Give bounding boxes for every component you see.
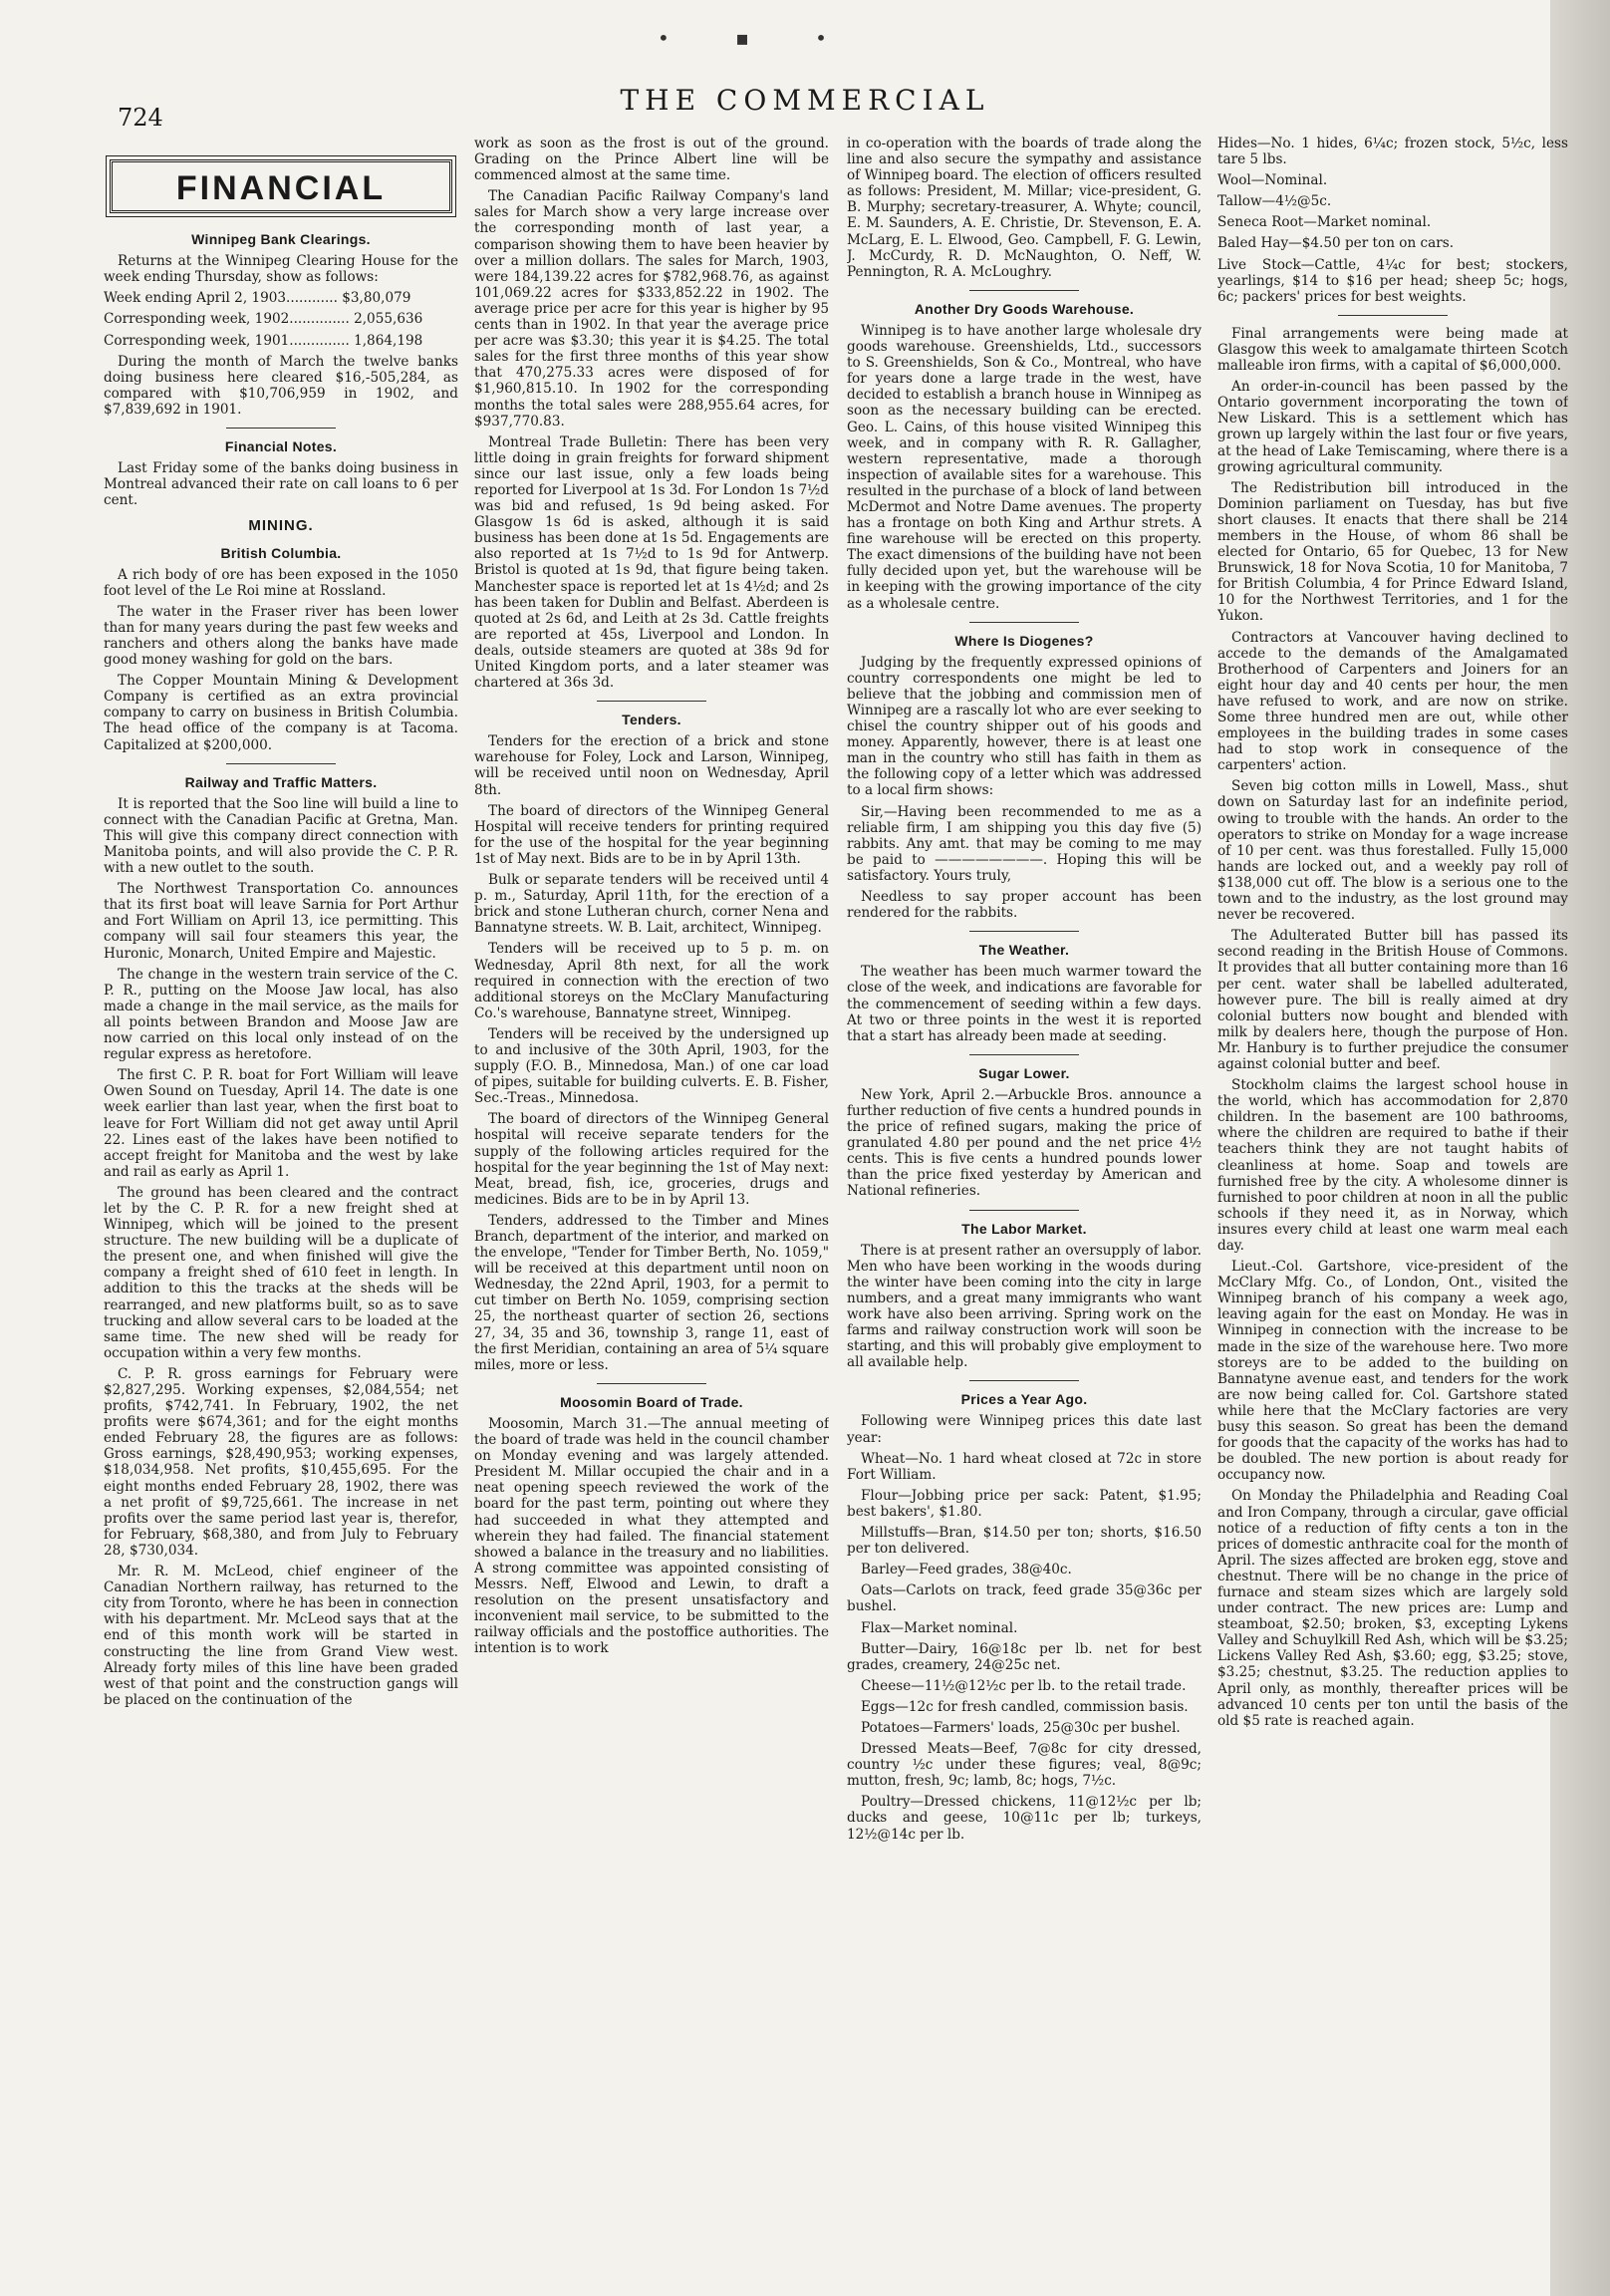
price-item: Flour—Jobbing price per sack: Patent, $1.95; best bakers', $1.80. [847, 1487, 1202, 1520]
divider [1338, 315, 1448, 316]
weather-heading: The Weather. [978, 942, 1070, 959]
divider [969, 1054, 1079, 1055]
page-number: 724 [118, 104, 163, 132]
divider [969, 1380, 1079, 1381]
news-para: An order-in-council has been passed by the Ontario government incorporating the town of New Liskard. This is a settlement which has grown up largely within the last four or five years, at the head of Lake Temiscaming, where there is a growing agricultural community. [1217, 379, 1568, 475]
divider [597, 701, 706, 702]
bc-para: The water in the Fraser river has been lower than for many years during the past few weeks and ranchers and others along the banks have made good money washing for gold on the bars. [104, 603, 458, 669]
mining-heading: MINING. [248, 517, 314, 535]
price-item: Live Stock—Cattle, 4¼c for best; stockers, yearlings, $14 to $16 per head; sheep 5c; hogs, 6c; packers' prices for best weights. [1217, 256, 1568, 305]
price-item: Wheat—No. 1 hard wheat closed at 72c in store Fort William. [847, 1450, 1202, 1483]
divider [969, 931, 1079, 932]
bc-para: A rich body of ore has been exposed in the 1050 foot level of the Le Roi mine at Rossland. [104, 566, 458, 599]
tenders-heading: Tenders. [622, 712, 681, 728]
price-item: Flax—Market nominal. [861, 1619, 1018, 1636]
price-item: Butter—Dairy, 16@18c per lb. net for best grades, creamery, 24@25c net. [847, 1640, 1202, 1673]
price-item: Dressed Meats—Beef, 7@8c for city dressed, country ½c under these figures; veal, 8@9c; mutton, fresh, 9c; lamb, 8c; hogs, 7½c. [847, 1741, 1202, 1790]
price-item: Wool—Nominal. [1217, 172, 1328, 189]
tender-para: Tenders, addressed to the Timber and Mines Branch, department of the interior, and marked on the envelope, "Tender for Timber Berth, No. 1059," will be received at this department until noon on Wednesday, the 22nd April, 1903, for a permit to cut timber on Berth No. 1059, comprising section 25, the northeast quarter of section 26, sections 27, 34, 35 and 36, township 3, range 11, east of the first Meridian, containing an area of 5¼ square miles, more or less. [474, 1212, 829, 1373]
diogenes-letter: Sir,—Having been recommended to me as a reliable firm, I am shipping you this day five (5) rabbits. Any amt. that may be coming to me may be paid to ————————. Hoping this will be satisfactory. Yours truly, [847, 803, 1202, 884]
sugar-para: New York, April 2.—Arbuckle Bros. announce a further reduction of five cents a hundred pounds in the price of refined sugars, making the price of granulated 4.80 per pound and the net price 4½ cents. This is five cents a hundred pounds lower than the price fixed yesterday by American and National refineries. [847, 1086, 1202, 1200]
divider [969, 1210, 1079, 1211]
trade-bulletin-para: Montreal Trade Bulletin: There has been very little doing in grain freights for forward shipment since our last issue, only a few loads being reported for Liverpool at 1s 3d. For London 1s 7½d was bid and refused, 1s 9d being asked. For Glasgow 1s 6d is asked, although it is said business has been done at 1s 5d. Engagements are also reported at 1s 7½d to 1s 9d for Antwerp. Bristol is quoted at 1s 9d, that figure being taken. Manchester space is reported let at 1s 4½d; and 2s has been taken for Dublin and Belfast. Aberdeen is quoted at 2s 6d, and Leith at 2s 3d. Cattle freights are reported at 45s, Liverpool and London. In deals, outside steamers are quoted at 38s 9d for United Kingdom ports, and a later steamer was chartered at 36s 3d. [474, 433, 829, 692]
continued-para: in co-operation with the boards of trade along the line and also secure the sympathy and assistance of Winnipeg board. The election of officers resulted as follows: President, M. Millar; vice-president, G. B. Murphy; secretary-treasurer, A. Whyte; council, E. M. Saunders, A. E. Christie, Dr. Stevenson, E. A. McLarg, E. L. Elwood, Geo. Campbell, F. G. Lewin, J. McCurdy, R. D. McNaughton, O. Neff, W. Pennington, R. A. McLoughry. [847, 136, 1202, 280]
sugar-heading: Sugar Lower. [978, 1064, 1070, 1081]
column-3 [847, 136, 1202, 2278]
moosomin-heading: Moosomin Board of Trade. [560, 1393, 743, 1410]
masthead: THE COMMERCIAL [620, 84, 990, 117]
weather-para: The weather has been much warmer toward the close of the week, and indications are favorable for the commencement of seeding within a few days. At two or three points in the west it is reported that a start has already been made at seeding. [847, 964, 1202, 1044]
tender-para: Tenders will be received up to 5 p. m. on Wednesday, April 8th next, for all the work required in connection with the erection of two additional storeys on the McClary Manufacturing Co.'s warehouse, Bannatyne street, Winnipeg. [474, 941, 829, 1021]
price-item: Poultry—Dressed chickens, 11@12½c per lb; ducks and geese, 10@11c per lb; turkeys, 12½@14c per lb. [847, 1794, 1202, 1843]
labor-heading: The Labor Market. [961, 1220, 1087, 1237]
print-specks: • ▪ • [658, 26, 857, 50]
divider [226, 763, 336, 764]
news-para: Lieut.-Col. Gartshore, vice-president of the McClary Mfg. Co., of London, Ont., visited the Winnipeg branch of his company a week ago, leaving again for the east on Monday. He was in Winnipeg in connection with the increase to be made in the size of the warehouse here. Two more storeys are to be added to the building on Bannatyne avenue east, and tenders for the work are now being called for. Col. Gartshore stated while here that the McClary factories are very busy this season. So great has been the demand for goods that the capacity of the works has had to be doubled. The new portion is about ready for occupancy now. [1217, 1259, 1568, 1484]
divider [969, 622, 1079, 623]
bank-line: Corresponding week, 1901.............. 1,864,198 [104, 332, 423, 349]
bank-line: Week ending April 2, 1903............ $3,80,079 [104, 290, 411, 307]
continued-para: work as soon as the frost is out of the ground. Grading on the Prince Albert line will be commenced almost at the same time. [474, 136, 829, 184]
price-item: Seneca Root—Market nominal. [1217, 214, 1432, 231]
price-item: Baled Hay—$4.50 per ton on cars. [1217, 235, 1455, 252]
railway-heading: Railway and Traffic Matters. [184, 773, 378, 790]
financial-notes-heading: Financial Notes. [224, 438, 338, 455]
dry-goods-para: Winnipeg is to have another large wholesale dry goods warehouse. Greenshields, Ltd., successors to S. Greenshields, Son & Co., Montreal, who have for years done a large trade in the west, have decided to establish a branch house in Winnipeg as soon as the necessary building can be erected. Geo. L. Cains, of this house visited Winnipeg this week, and in company with R. R. Gallagher, western representative, made a thorough inspection of available sites for a warehouse. This resulted in the purchase of a block of land between McDermot and Notre Dame avenues. The property has a frontage on both King and Arthur strets. A fine warehouse will be erected on this property. The exact dimensions of the building have not been fully decided upon yet, but the warehouse will be in keeping with the growing importance of the city as a wholesale centre. [847, 322, 1202, 612]
labor-para: There is at present rather an oversupply of labor. Men who have been working in the woods during the winter have been coming into the city in large numbers, and a great many immigrants who want work have also been arriving. Spring work on the farms and railway construction work will soon be starting, and this will probably give employment to all available help. [847, 1242, 1202, 1371]
divider [597, 1383, 706, 1384]
bc-para: The Copper Mountain Mining & Development Company is certified as an extra provincial company to carry on business in British Columbia. The head office of the company is at Tacoma. Capitalized at $200,000. [104, 673, 458, 753]
diogenes-para: Judging by the frequently expressed opinions of country correspondents one might be led to believe that the jobbing and commission men of Winnipeg are a rascally lot who are ever seeking to chisel the country shipper out of his goods and money. Apparently, however, there is at least one man in the country who still has faith in them as the following copy of a letter which was addressed to a local firm shows: [847, 654, 1202, 799]
land-sales-para: The Canadian Pacific Railway Company's land sales for March show a very large increase over the corresponding month of last year, a comparison showing them to have been heavier by over a million dollars. The sales for March, 1903, were 184,139.22 acres for $782,968.76, as against 101,069.22 acres for $333,852.22 in 1902. The average price per acre for this year is higher by 95 cents than in 1902. In that year the average price per acre was $3.30; this year it is $4.25. The total sales for the first three months of this year show that 470,275.33 acres were disposed of for $1,960,815.10. In 1902 for the corresponding months the total sales were 288,955.64 acres, for $937,770.83. [474, 188, 829, 430]
bank-para: During the month of March the twelve banks doing business here cleared $16,-505,284, as compared with $10,706,959 in 1902, and $7,839,692 in 1901. [104, 353, 458, 418]
price-item: Oats—Carlots on track, feed grade 35@36c per bushel. [847, 1582, 1202, 1615]
news-para: On Monday the Philadelphia and Reading Coal and Iron Company, through a circular, gave official notice of a reduction of fifty cents a ton in the prices of domestic anthracite coal for the month of April. The sizes affected are broken egg, stove and chestnut. There will be no change in the price of furnace and steam sizes which are largely sold under contract. The new prices are: Lump and steamboat, $2.50; broken, $3, excepting Lykens Valley and Schuylkill Red Ash, which will be $3.25; Lickens Valley Red Ash, $3.60; egg, $3.25; stove, $3.25; chestnut, $3.25. The reduction applies to April only, as monthly, thereafter prices will be advanced 10 cents per ton until the basis of the old $5 rate is reached again. [1217, 1488, 1568, 1729]
tender-para: Tenders will be received by the undersigned up to and inclusive of the 30th April, 1903, for the supply (F.O. B., Minnedosa, Man.) of one car load of pipes, suitable for building culverts. E. B. Fisher, Sec.-Treas., Minnedosa. [474, 1025, 829, 1107]
news-para: Final arrangements were being made at Glasgow this week to amalgamate thirteen Scotch malleable iron firms, with a capital of $6,000,000. [1217, 325, 1568, 375]
price-item: Cheese—11½@12½c per lb. to the retail trade. [861, 1677, 1187, 1694]
news-para: Seven big cotton mills in Lowell, Mass., shut down on Saturday last for an indefinite period, owing to trouble with the hands. An order to the operators to strike on Monday for a wage increase of 10 per cent. was thus forestalled. Fully 15,000 hands are locked out, and a weekly pay roll of $138,000 cut off. The blow is a serious one to the town and to the industry, as the lost ground may never be recovered. [1217, 778, 1568, 924]
prices-intro: Following were Winnipeg prices this date last year: [847, 1413, 1202, 1446]
diogenes-para: Needless to say proper account has been rendered for the rabbits. [847, 889, 1202, 922]
notes-para: Last Friday some of the banks doing business in Montreal advanced their rate on call loans to 6 per cent. [104, 460, 458, 509]
column-2 [474, 136, 829, 2278]
tender-para: The board of directors of the Winnipeg General hospital will receive separate tenders for the supply of the following articles required for the hospital for the year beginning the 1st of May next: Meat, bread, fish, ice, groceries, drugs and medicines. Bids are to be in by April 13. [474, 1111, 829, 1208]
dry-goods-heading: Another Dry Goods Warehouse. [914, 300, 1135, 317]
tender-para: Bulk or separate tenders will be received until 4 p. m., Saturday, April 11th, for the erection of a brick and stone Lutheran church, corner Nena and Bannatyne streets. W. B. Lait, architect, Winnipeg. [474, 872, 829, 937]
rail-para: C. P. R. gross earnings for February were $2,827,295. Working expenses, $2,084,554; net profits, $742,741. In February, 1902, the net profits were $674,361; and for the eight months ended February 28, the figures are as follows: Gross earnings, $28,490,953; working expenses, $18,034,958. Net profits, $10,455,695. For the eight months ended February 28, 1902, there was a net profit of $9,725,661. The increase in net profits over the same period last year is, therefor, for February, $68,380, and from July to February 28, $730,034. [104, 1365, 458, 1559]
diogenes-heading: Where Is Diogenes? [954, 632, 1094, 649]
rail-para: The Northwest Transportation Co. announces that its first boat will leave Sarnia for Port Arthur and Fort William on April 13, ice permitting. This company will sail four steamers this year, the Huronic, Monarch, United Empire and Majestic. [104, 881, 458, 962]
news-para: The Adulterated Butter bill has passed its second reading in the British House of Commons. It provides that all butter containing more than 16 per cent. water shall be labelled adulterated, however pure. The bill is really aimed at dry colonial butters now bought and blended with milk by dealers here, though the purpose of Hon. Mr. Hanbury is to further prejudice the consumer against colonial butter and beef. [1217, 928, 1568, 1072]
price-item: Millstuffs—Bran, $14.50 per ton; shorts, $16.50 per ton delivered. [847, 1525, 1202, 1558]
news-para: Contractors at Vancouver having declined to accede to the demands of the Amalgamated Brotherhood of Carpenters and Joiners for an eight hour day and 40 cents per hour, the men have refused to work, and are now on strike. Some three hundred men are out, while other employees in the building trades in some cases had to stop work in consequence of the carpenters' action. [1217, 629, 1568, 774]
rail-para: Mr. R. M. McLeod, chief engineer of the Canadian Northern railway, has returned to the city from Toronto, where he has been in connection with his department. Mr. McLeod says that at the end of this month work will be started in constructing the line from Grand View west. Already forty miles of this line have been graded west of that point and the construction gangs will be placed on the continuation of the [104, 1564, 458, 1708]
bank-clearings-heading: Winnipeg Bank Clearings. [191, 231, 371, 248]
moosomin-para: Moosomin, March 31.—The annual meeting of the board of trade was held in the council chamber on Monday evening and was largely attended. President M. Millar occupied the chair and in a neat opening speech reviewed the work of the board for the past term, pointing out where they had succeeded in what they attempted and wherein they had failed. The financial statement showed a balance in the treasury and no liabilities. A strong committee was appointed consisting of Messrs. Neff, Elwood and Lewin, to draft a resolution on the present unsatisfactory and inconvenient mail service, to be submitted to the railway officials and the postoffice authorities. The intention is to work [474, 1415, 829, 1657]
price-item: Tallow—4½@5c. [1217, 193, 1332, 210]
tender-para: The board of directors of the Winnipeg General Hospital will receive tenders for printing required for the use of the hospital for the year beginning 1st of May next. Bids are to be in by April 13th. [474, 802, 829, 867]
price-item: Barley—Feed grades, 38@40c. [861, 1562, 1072, 1578]
prices-heading: Prices a Year Ago. [960, 1391, 1088, 1408]
tender-para: Tenders for the erection of a brick and stone warehouse for Foley, Lock and Larson, Winnipeg, will be received until noon on Wednesday, April 8th. [474, 733, 829, 798]
bank-para: Returns at the Winnipeg Clearing House for the week ending Thursday, show as follows: [104, 253, 458, 286]
divider [226, 428, 336, 429]
rail-para: The ground has been cleared and the contract let by the C. P. R. for a new freight shed at Winnipeg, which will be joined to the present structure. The new building will be a duplicate of the present one, and when finished will give the company a freight shed of 610 feet in length. In addition to this the tracks at the sheds will be rearranged, and new platforms built, so as to save trucking and allow several cars to be loaded at the same time. The new shed will be ready for occupation within a very few months. [104, 1184, 458, 1361]
section-title-box: FINANCIAL [110, 159, 452, 213]
rail-para: It is reported that the Soo line will build a line to connect with the Canadian Pacific at Gretna, Man. This will give this company direct connection with Manitoba points, and will also provide the C. P. R. with a new outlet to the south. [104, 795, 458, 877]
rail-para: The change in the western train service of the C. P. R., putting on the Moose Jaw local, has also made a change in the mail service, as the mails for all points between Brandon and Moose Jaw are now carried on this local only instead of on the regular express as heretofore. [104, 966, 458, 1063]
price-item: Potatoes—Farmers' loads, 25@30c per bushel. [861, 1719, 1181, 1736]
british-columbia-heading: British Columbia. [220, 544, 342, 561]
news-para: The Redistribution bill introduced in the Dominion parliament on Tuesday, has but five short clauses. It enacts that there shall be 214 members in the House, of whom 86 shall be elected for Ontario, 65 for Quebec, 13 for New Brunswick, 18 for Nova Scotia, 10 for Manitoba, 7 for British Columbia, 4 for Prince Edward Island, 10 for the Northwest Territories, and 1 for the Yukon. [1217, 479, 1568, 625]
column-4 [1217, 136, 1568, 2278]
rail-para: The first C. P. R. boat for Fort William will leave Owen Sound on Tuesday, April 14. The date is one week earlier than last year, when the first boat to leave for Fort William did not get away until April 22. Lines east of the lakes have been notified to accept freight for Manitoba and the west by lake and rail as early as April 1. [104, 1067, 458, 1180]
news-para: Stockholm claims the largest school house in the world, which has accommodation for 2,870 children. In the basement are 100 bathrooms, where the children are required to bathe if their teachers think they are not taught habits of cleanliness at home. Soap and towels are furnished free by the city. A wholesome dinner is furnished to poor children at noon in all the public schools if they need it, as in Norway, which insures every child at least one warm meal each day. [1217, 1077, 1568, 1254]
price-item: Hides—No. 1 hides, 6¼c; frozen stock, 5½c, less tare 5 lbs. [1217, 136, 1568, 168]
column-1 [104, 136, 458, 2278]
bank-line: Corresponding week, 1902.............. 2,055,636 [104, 311, 423, 328]
divider [969, 290, 1079, 291]
price-item: Eggs—12c for fresh candled, commission basis. [861, 1698, 1189, 1715]
